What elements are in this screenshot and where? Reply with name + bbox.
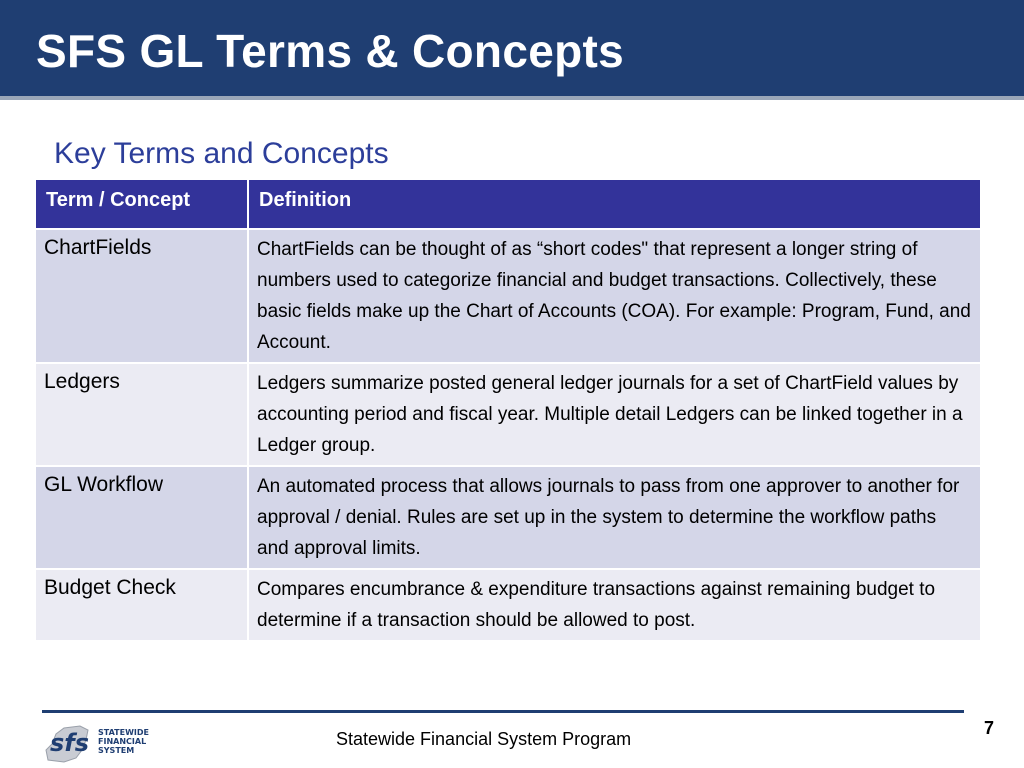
page-number: 7: [984, 718, 995, 738]
footer-divider: [42, 710, 964, 713]
table-row: [35, 569, 981, 641]
term-cell: GL Workflow: [35, 466, 248, 569]
definition-cell: ChartFields can be thought of as “short codes" that represent a longer string of numbers used to categorize financial and budget transactions. Collectively, these basic fields make up the Chart of Accounts (COA). For example: Program, Fund, and Account.: [248, 229, 981, 363]
logo-line-3: SYSTEM: [98, 746, 135, 755]
table-row: [35, 363, 981, 466]
column-header-definition: Definition: [248, 179, 981, 229]
column-header-term: Term / Concept: [35, 179, 248, 229]
table-header-row: [35, 179, 981, 229]
table-row: [35, 229, 981, 363]
logo-line-1: STATEWIDE: [98, 728, 149, 737]
term-cell: Budget Check: [35, 569, 248, 641]
slide-title: SFS GL Terms & Concepts: [36, 25, 624, 77]
sfs-logo: [42, 720, 152, 764]
section-subtitle: Key Terms and Concepts: [54, 137, 389, 170]
logo-letters: sfs: [50, 729, 90, 757]
table-row: [35, 466, 981, 569]
term-cell: ChartFields: [35, 229, 248, 363]
definition-cell: Ledgers summarize posted general ledger journals for a set of ChartField values by accounting period and fiscal year. Multiple detail Ledgers can be linked together in a Ledger group.: [248, 363, 981, 466]
definition-cell: Compares encumbrance & expenditure transactions against remaining budget to determine if a transaction should be allowed to post.: [248, 569, 981, 641]
terms-table: [34, 178, 982, 642]
term-cell: Ledgers: [35, 363, 248, 466]
title-bar: [0, 0, 1024, 100]
definition-cell: An automated process that allows journals to pass from one approver to another for approval / denial. Rules are set up in the system to determine the workflow paths and approval limits.: [248, 466, 981, 569]
footer-program-name: Statewide Financial System Program: [336, 729, 632, 749]
logo-line-2: FINANCIAL: [98, 737, 147, 746]
